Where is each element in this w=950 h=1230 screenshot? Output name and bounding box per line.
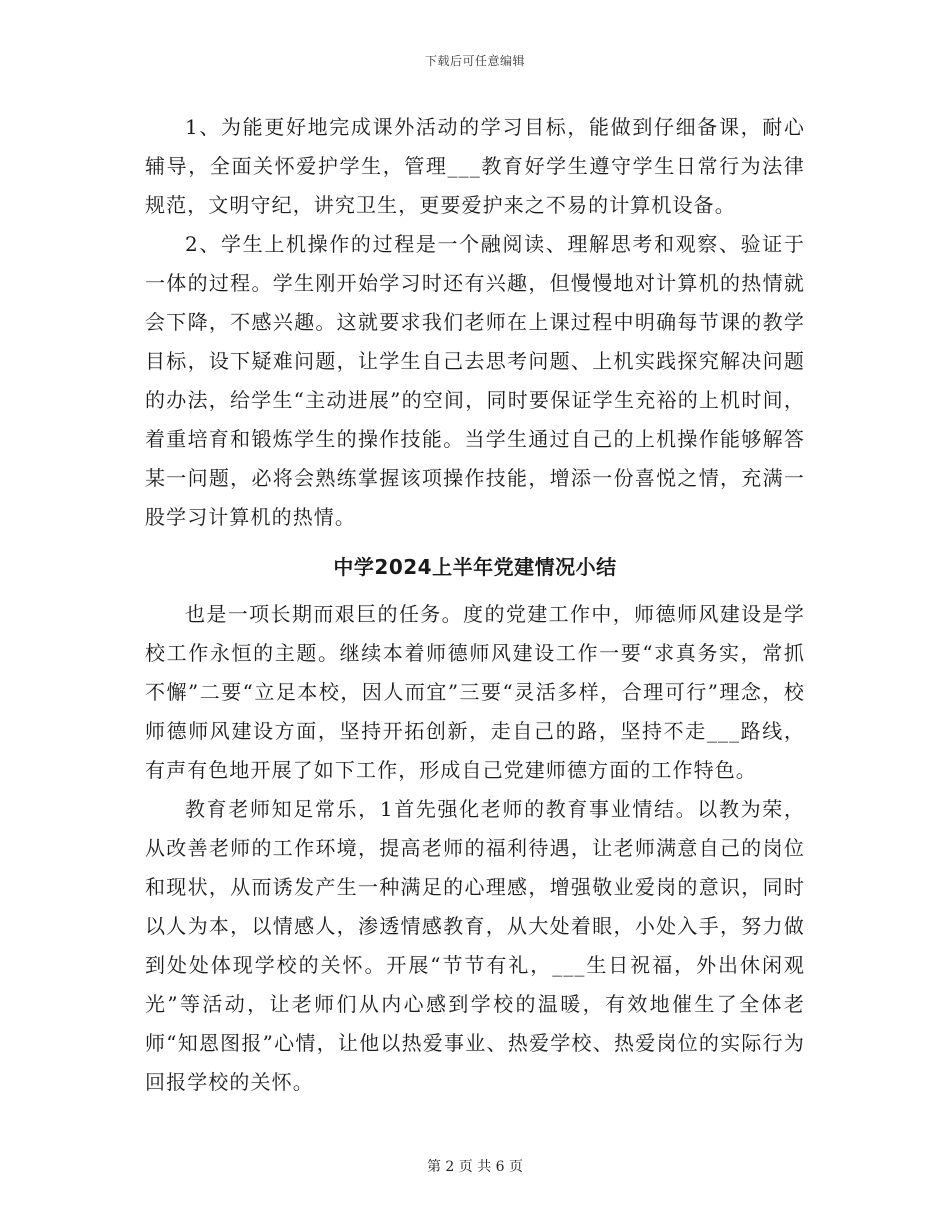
section-title: 中学2024上半年党建情况小结: [333, 555, 617, 579]
paragraph-4: 教育老师知足常乐，1首先强化老师的教育事业情结。以教为荣，从改善老师的工作环境，提高老师的福利待遇，让老师满意自己的岗位和现状，从而诱发产生一种满足的心理感，增强敬业爱岗的意识，同时以人为本，以情感人，渗透情感教育，从大处着眼，小处入手，努力做到处处体现学校的关怀。开展“节节有礼，___生日祝福，外出休闲观光”等活动，让老师们从内心感到学校的温暖，有效地催生了全体老师“知恩图报”心情，让他以热爱事业、热爱学校、热爱岗位的实际行为回报学校的关怀。: [145, 797, 805, 1094]
paragraph-2: 2、学生上机操作的过程是一个融阅读、理解思考和观察、验证于一体的过程。学生刚开始学习时还有兴趣，但慢慢地对计算机的热情就会下降，不感兴趣。这就要求我们老师在上课过程中明确每节课的教学目标，设下疑难问题，让学生自己去思考问题、上机实践探究解决问题的办法，给学生“主动进展”的空间，同时要保证学生充裕的上机时间，着重培育和锻炼学生的操作技能。当学生通过自己的上机操作能够解答某一问题，必将会熟练掌握该项操作技能，增添一份喜悦之情，充满一股学习计算机的热情。: [145, 232, 805, 529]
paragraph-1: 1、为能更好地完成课外活动的学习目标，能做到仔细备课，耐心辅导，全面关怀爱护学生，管理___教育好学生遵守学生日常行为法律规范，文明守纪，讲究卫生，更要爱护来之不易的计算机设备。: [145, 115, 805, 217]
page-number: 第 2 页 共 6 页: [426, 1159, 524, 1175]
paragraph-3: 也是一项长期而艰巨的任务。度的党建工作中，师德师风建设是学校工作永恒的主题。继续本着师德师风建设工作一要“求真务实，常抓不懈”二要“立足本校，因人而宜”三要“灵活多样，合理可行”理念，校师德师风建设方面，坚持开拓创新，走自己的路，坚持不走___路线，有声有色地开展了如下工作，形成自己党建师德方面的工作特色。: [145, 602, 805, 782]
page-header: 下载后可任意编辑: [424, 54, 525, 68]
document-body: [145, 108, 805, 1102]
